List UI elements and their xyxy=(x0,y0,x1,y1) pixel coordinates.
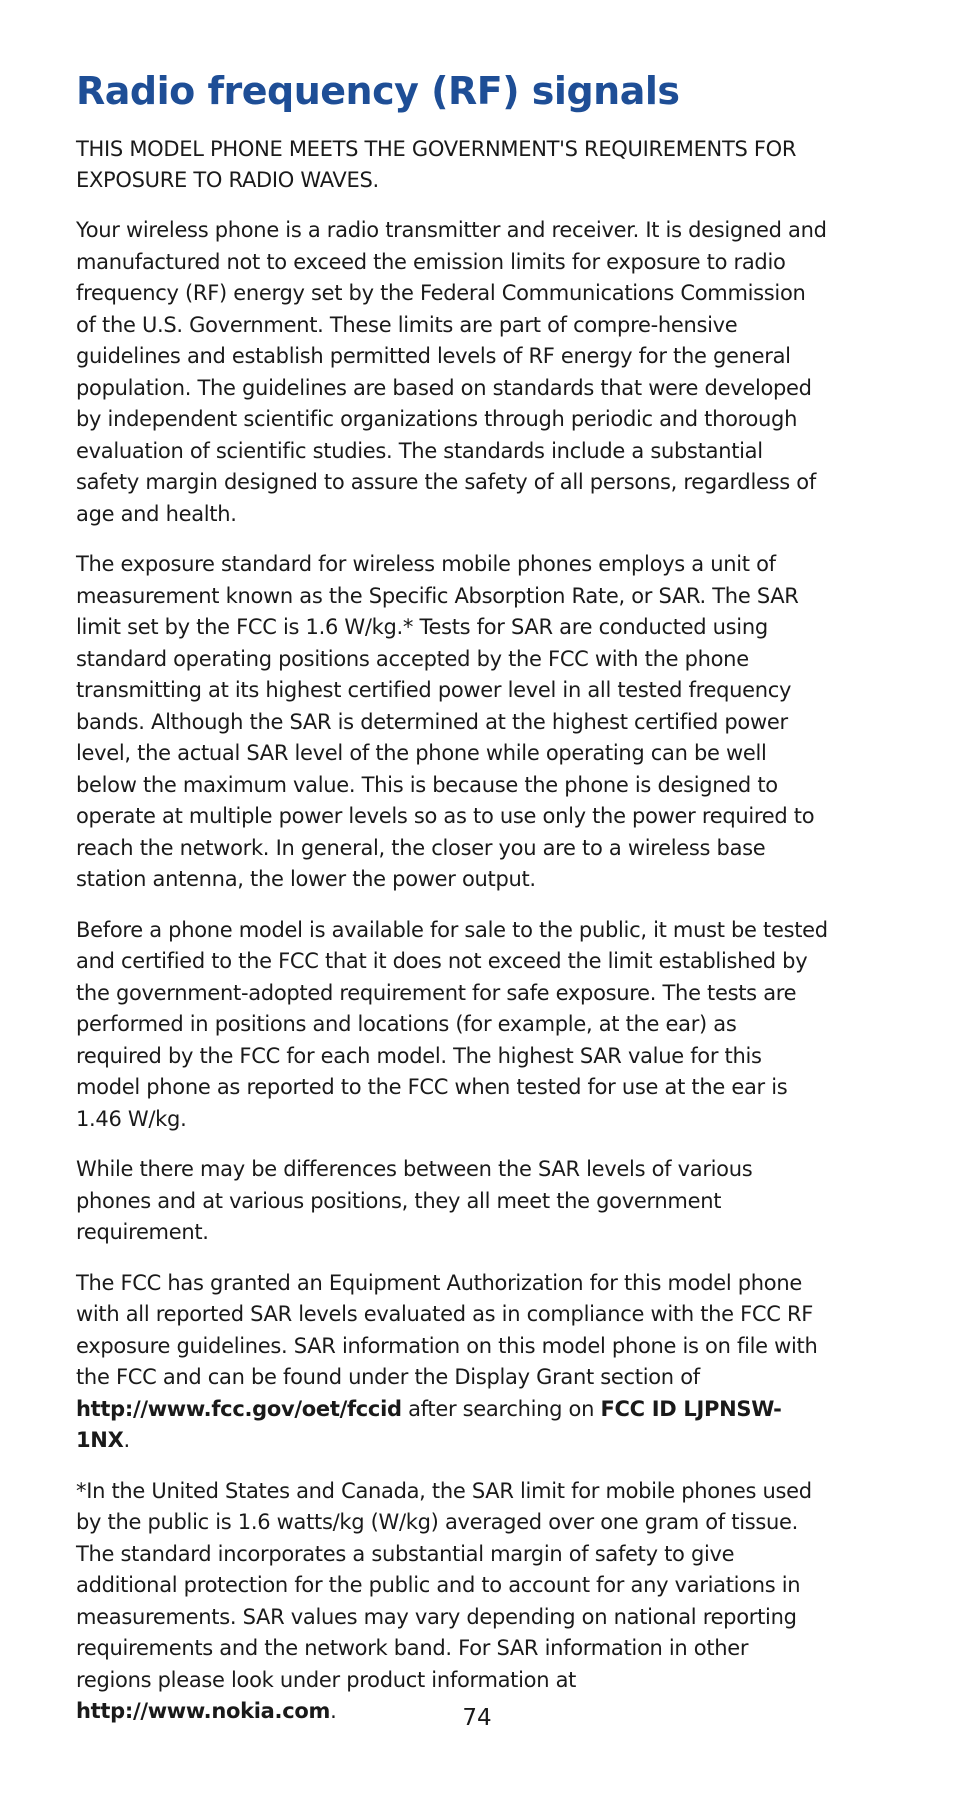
page-number: 74 xyxy=(462,1705,492,1731)
paragraph-differences: While there may be differences between the SAR levels of various phones and at various positions, they all meet the government requirement. xyxy=(76,1157,753,1244)
paragraph-footnote xyxy=(76,1476,828,1728)
lead-statement: THIS MODEL PHONE MEETS THE GOVERNMENT'S REQUIREMENTS FOR EXPOSURE TO RADIO WAVES. xyxy=(76,137,797,192)
paragraph-sar-standard: The exposure standard for wireless mobile phones employs a unit of measurement known as the Specific Absorption Rate, or SAR. The SAR limit set by the FCC is 1.6 W/kg.* Tests for SAR are conducted using standard operating positions accepted by the FCC with the phone transmitting at its highest certified power level in all tested frequency bands. Although the SAR is determined at the highest certified power level, the actual SAR level of the phone while operating can be well below the maximum value. This is because the phone is designed to operate at multiple power levels so as to use only the power required to reach the network. In general, the closer you are to a wireless base station antenna, the lower the power output. xyxy=(76,552,815,891)
footnote-text: *In the United States and Canada, the SAR limit for mobile phones used by the public is 1.6 watts/kg (W/kg) averaged over one gram of tissue. The standard incorporates a substantial margin of safety to give additional protection for the public and to account for any variations in measurements. SAR values may vary depending on national reporting requirements and the network band. For SAR information in other regions please look under product information at xyxy=(76,1478,812,1692)
fcc-link[interactable]: http://www.fcc.gov/oet/fccid xyxy=(76,1396,402,1421)
fcc-id: FCC ID LJPNSW-1NX xyxy=(76,1396,782,1452)
fcc-period: . xyxy=(123,1428,130,1452)
footnote-period: . xyxy=(330,1699,337,1723)
paragraph-rf-limits: Your wireless phone is a radio transmitter and receiver. It is designed and manufactured not to exceed the emission limits for exposure to radio frequency (RF) energy set by the Federal Communications Commission of the U.S. Government. These limits are part of compre-hensive guidelines and establish permitted levels of RF energy for the general population. The guidelines are based on standards that were developed by independent scientific organizations through periodic and thorough evaluation of scientific studies. The standards include a substantial safety margin designed to assure the safety of all persons, regardless of age and health. xyxy=(76,218,827,526)
document-page xyxy=(76,62,828,1747)
paragraph-certification: Before a phone model is available for sale to the public, it must be tested and certified to the FCC that it does not exceed the limit established by the government-adopted requirement for safe exposure. The tests are performed in positions and locations (for example, at the ear) as required by the FCC for each model. The highest SAR value for this model phone as reported to the FCC when tested for use at the ear is 1.46 W/kg. xyxy=(76,917,828,1131)
fcc-authorization-text: The FCC has granted an Equipment Authorization for this model phone with all reported SAR levels evaluated as in compliance with the FCC RF exposure guidelines. SAR information on this model phone is on file with the FCC and can be found under the Display Grant section of xyxy=(76,1270,818,1389)
page-title: Radio frequency (RF) signals xyxy=(76,69,680,113)
nokia-link[interactable]: http://www.nokia.com xyxy=(76,1699,331,1723)
fcc-search-text: after searching on xyxy=(401,1396,601,1421)
paragraph-fcc-authorization xyxy=(76,1268,828,1457)
